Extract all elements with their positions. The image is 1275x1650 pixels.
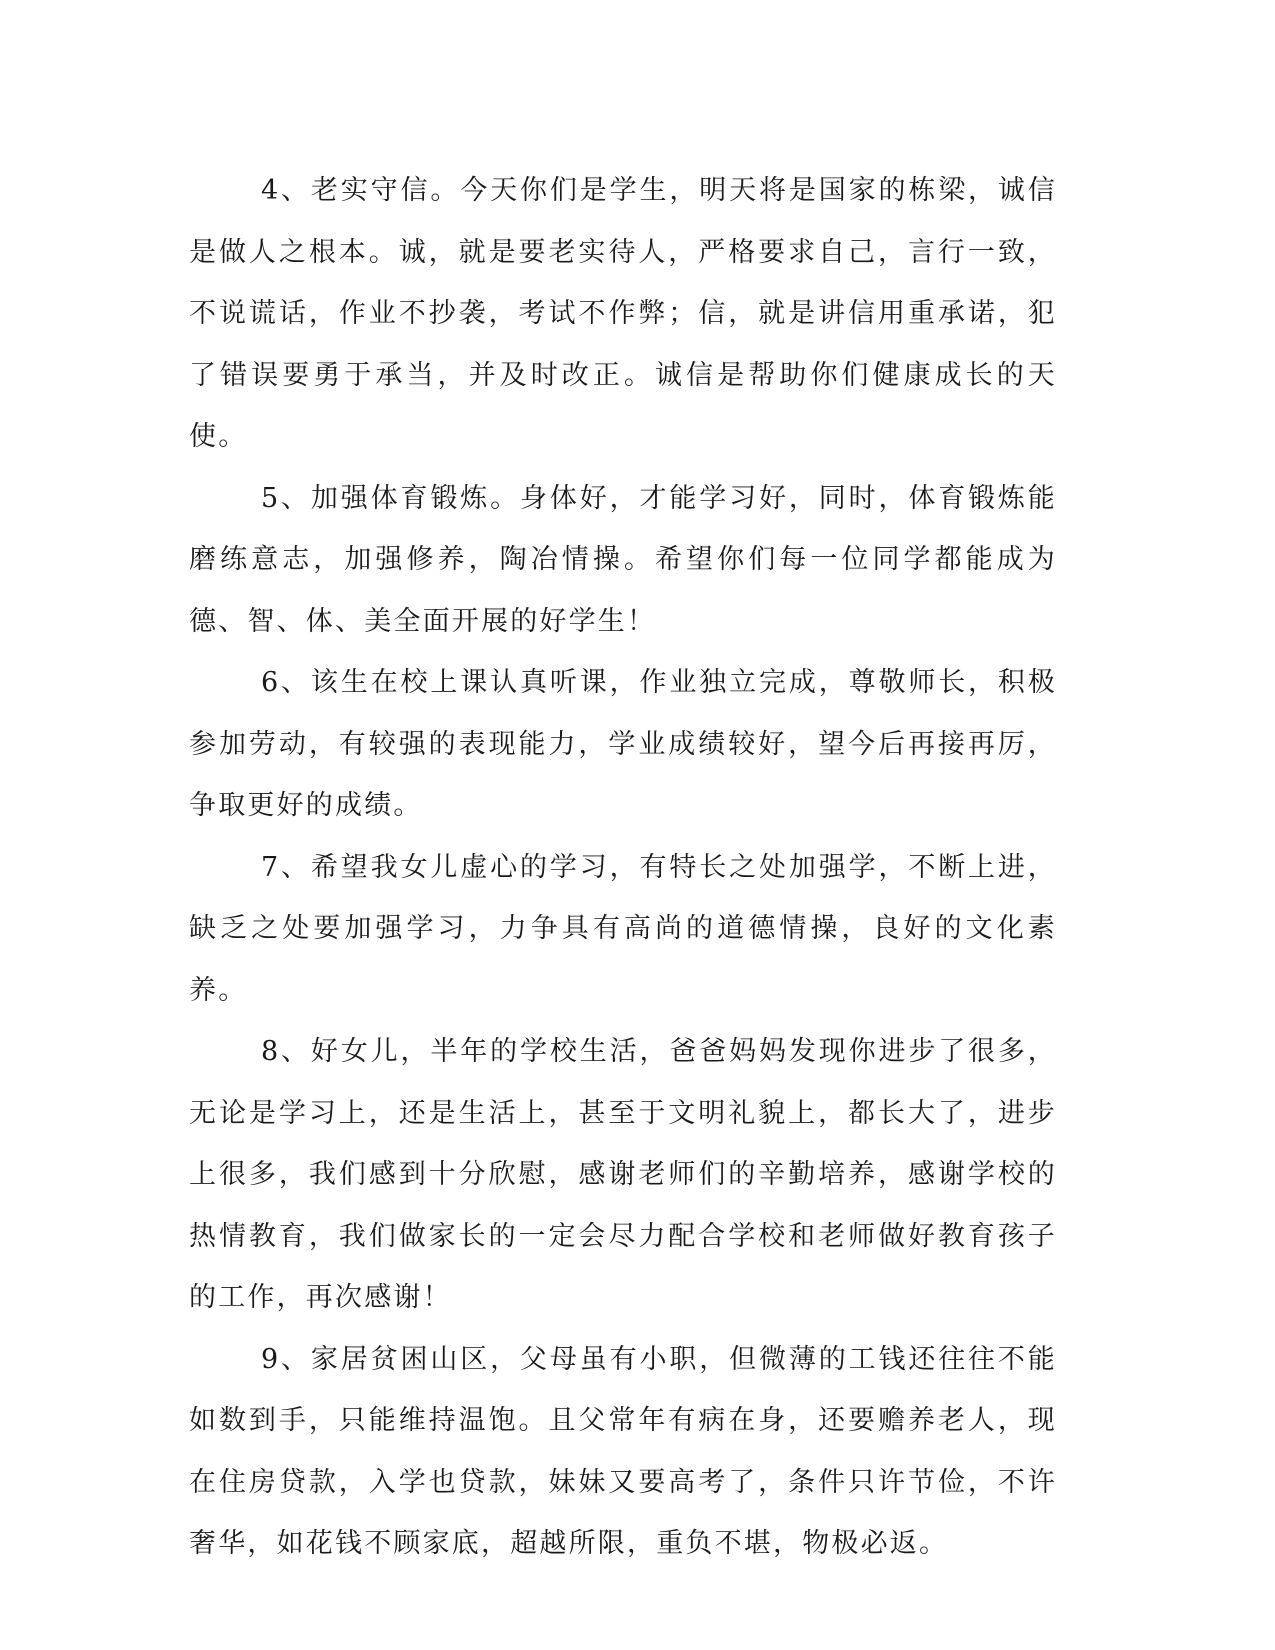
paragraph-item-8: 8、好女儿，半年的学校生活，爸爸妈妈发现你进步了很多，无论是学习上，还是生活上，甚至于文明礼貌上，都长大了，进步上很多，我们感到十分欣慰，感谢老师们的辛勤培养，感谢学校的热情教育，我们做家长的一定会尽力配合学校和老师做好教育孩子的工作，再次感谢！: [189, 1036, 1057, 1313]
paragraph-item-4: 4、老实守信。今天你们是学生，明天将是国家的栋梁，诚信是做人之根本。诚，就是要老实待人，严格要求自己，言行一致，不说谎话，作业不抄袭，考试不作弊；信，就是讲信用重承诺，犯了错误要勇于承当，并及时改正。诚信是帮助你们健康成长的天使。: [189, 175, 1057, 452]
paragraph-item-5: 5、加强体育锻炼。身体好，才能学习好，同时，体育锻炼能磨练意志，加强修养，陶冶情操。希望你们每一位同学都能成为德、智、体、美全面开展的好学生！: [189, 482, 1057, 637]
paragraph-item-6: 6、该生在校上课认真听课，作业独立完成，尊敬师长，积极参加劳动，有较强的表现能力，学业成绩较好，望今后再接再厉，争取更好的成绩。: [189, 667, 1057, 821]
paragraph-item-7: 7、希望我女儿虚心的学习，有特长之处加强学，不断上进，缺乏之处要加强学习，力争具有高尚的道德情操，良好的文化素养。: [189, 851, 1057, 1006]
document-body: [189, 160, 1057, 1575]
paragraph-item-9: 9、家居贫困山区，父母虽有小职，但微薄的工钱还往往不能如数到手，只能维持温饱。且父常年有病在身，还要赡养老人，现在住房贷款，入学也贷款，妹妹又要高考了，条件只许节俭，不许奢华，如花钱不顾家底，超越所限，重负不堪，物极必返。: [189, 1343, 1057, 1559]
